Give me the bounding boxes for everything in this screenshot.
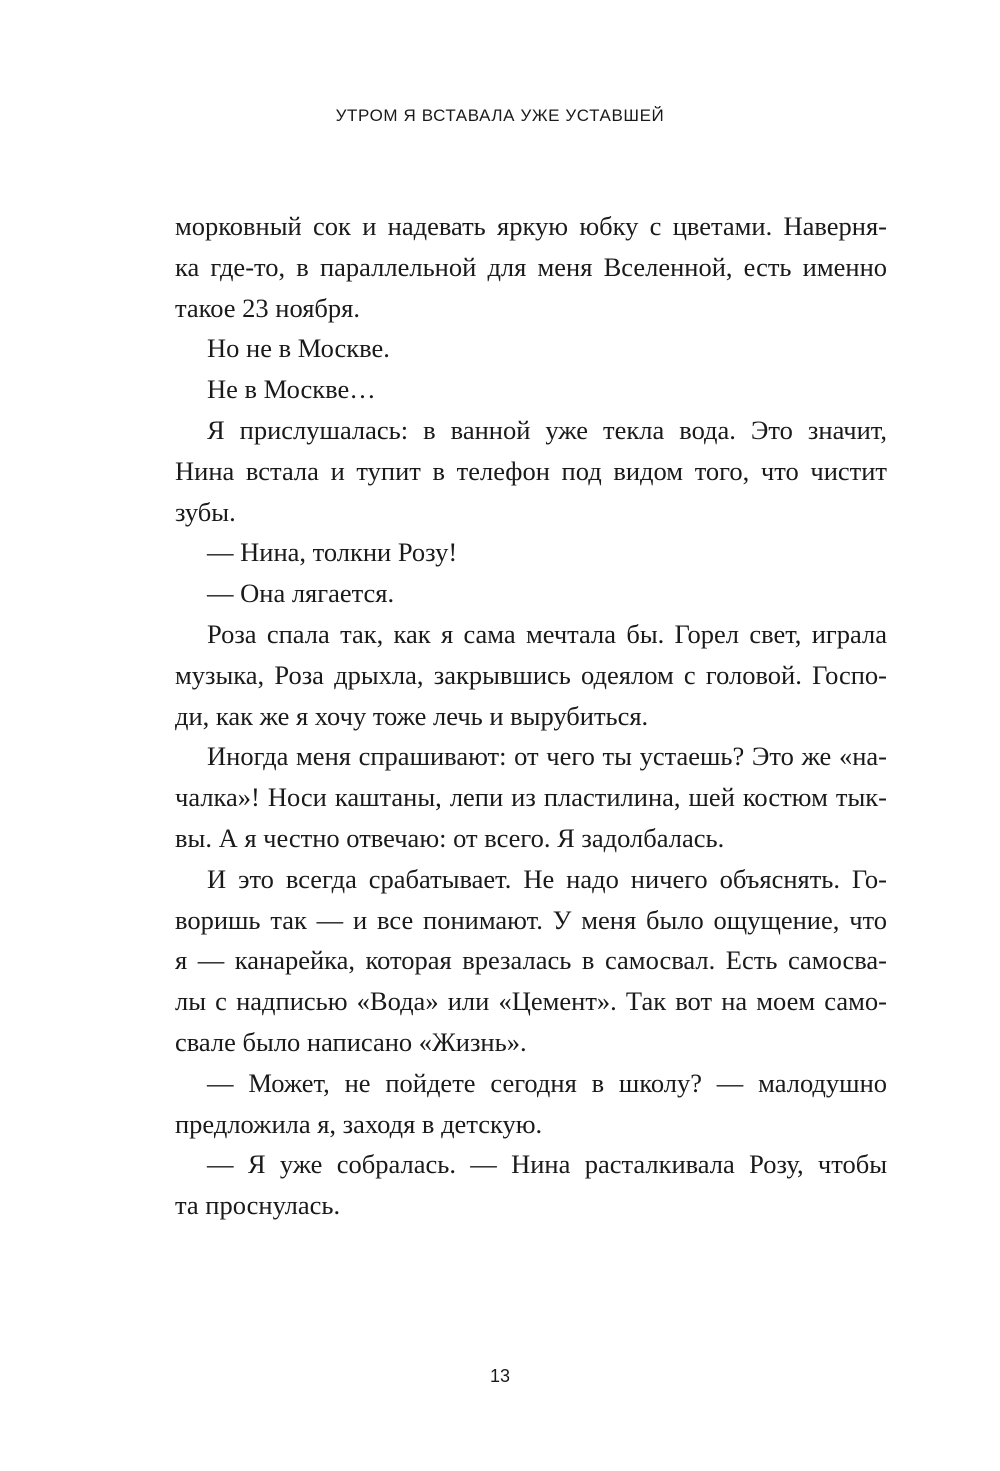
text-line: Иногда меня спрашивают: от чего ты устаешь? Это же «на- [207,741,887,772]
text-line: музыка, Роза дрыхла, закрывшись одеялом с головой. Госпо- [175,659,887,690]
page-number: 13 [489,1366,511,1386]
paragraph-8 [175,736,887,858]
text-line: чалка»! Носи каштаны, лепи из пластилина, шей костюм тык- [175,782,887,813]
text-line: вы. А я честно отвечаю: от всего. Я задолбалась. [175,822,725,853]
text-line: И это всегда срабатывает. Не надо ничего объяснять. Го- [207,863,887,894]
text-line: ка где-то, в параллельной для меня Вселенной, есть именно [175,251,887,282]
paragraph-5 [175,532,887,573]
dialogue-line: — Может, не пойдете сегодня в школу? — малодушно [207,1067,887,1098]
paragraph-4 [175,410,887,532]
dialogue-line: та проснулась. [175,1190,341,1221]
text-line: морковный сок и надевать яркую юбку с цветами. Наверня- [175,211,887,241]
text-line: Не в Москве… [207,374,376,405]
text-line: ди, как же я хочу тоже лечь и вырубиться. [175,700,649,731]
paragraph-7 [175,614,887,736]
body-text [175,206,887,1226]
text-line: Я прислушалась: в ванной уже текла вода. Это значит, [207,414,887,445]
text-line: воришь так — и все понимают. У меня было ощущение, что [175,904,887,935]
paragraph-11 [175,1144,887,1226]
dialogue-line: — Я уже собралась. — Нина расталкивала Розу, чтобы [207,1149,887,1180]
text-line: Нина встала и тупит в телефон под видом того, что чистит [175,455,887,486]
dialogue-line: — Нина, толкни Розу! [207,537,458,568]
dialogue-line: предложила я, заходя в детскую. [175,1108,543,1139]
paragraph-2 [175,328,887,369]
running-header: УТРОМ Я ВСТАВАЛА УЖЕ УСТАВШЕЙ [335,106,665,125]
text-line: зубы. [175,496,236,527]
paragraph-9 [175,859,887,1063]
text-line: лы с надписью «Вода» или «Цемент». Так вот на моем само- [175,986,887,1017]
text-line: Но не в Москве. [207,333,390,364]
text-line: Роза спала так, как я сама мечтала бы. Горел свет, играла [207,618,887,649]
dialogue-line: — Она лягается. [207,578,395,609]
text-line: свале было написано «Жизнь». [175,1026,527,1057]
paragraph-6 [175,573,887,614]
text-line: я — канарейка, которая врезалась в самосвал. Есть самосва- [175,945,887,976]
paragraph-1 [175,206,887,328]
paragraph-10 [175,1063,887,1145]
paragraph-3 [175,369,887,410]
text-line: такое 23 ноября. [175,292,360,323]
